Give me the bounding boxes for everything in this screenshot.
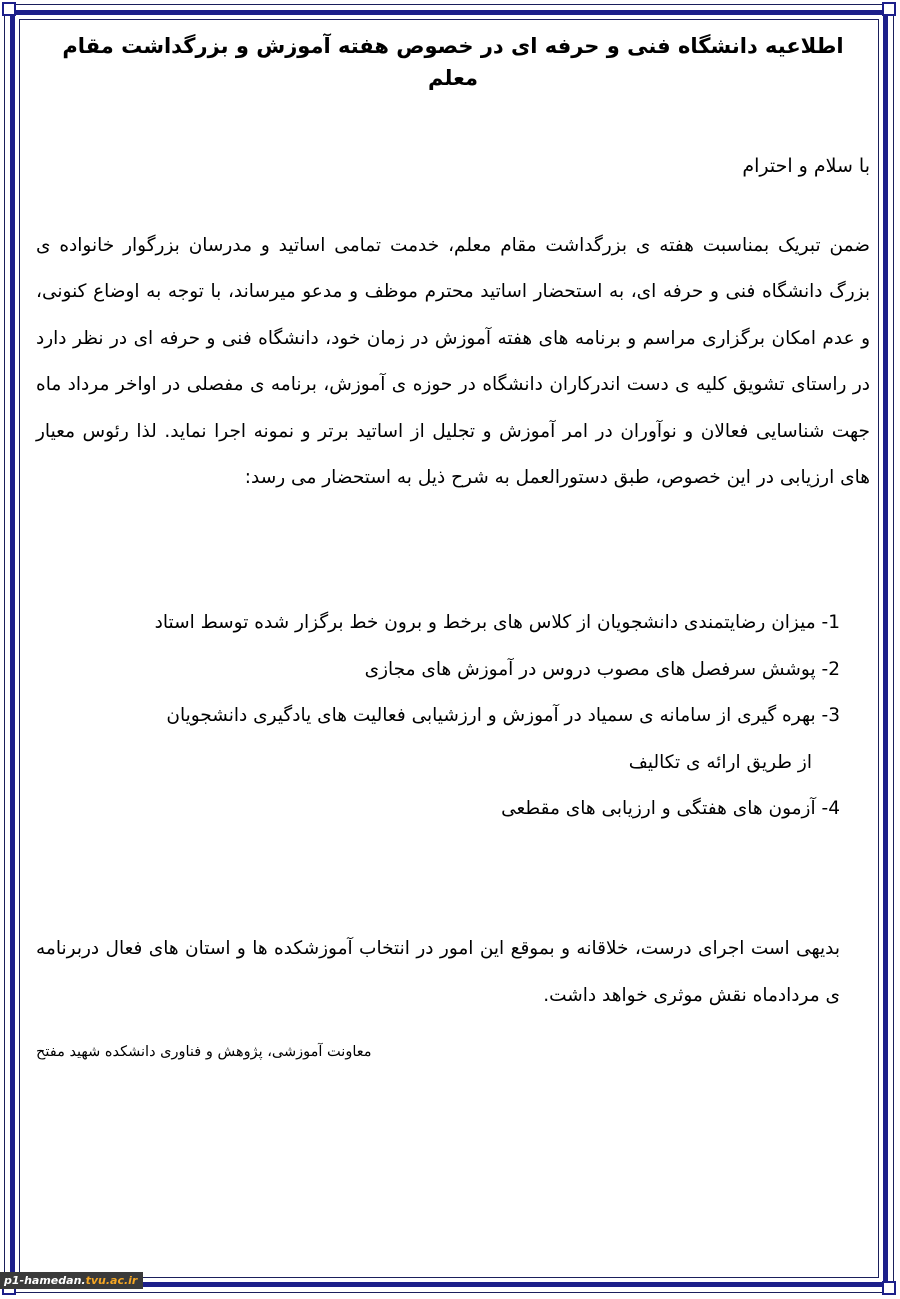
list-item-text: میزان رضایتمندی دانشجویان از کلاس های برخط و برون خط برگزار شده توسط استاد — [154, 612, 816, 633]
border-corner-ornament — [882, 2, 896, 16]
border-corner-ornament — [2, 2, 16, 16]
list-item-number: 4- — [821, 798, 840, 819]
watermark-prefix: p1-hamedan. — [4, 1274, 86, 1287]
list-item-text: آزمون های هفتگی و ارزیابی های مقطعی — [501, 798, 816, 819]
list-item-continuation: از طریق ارائه ی تکالیف — [628, 751, 812, 773]
document-title: اطلاعیه دانشگاه فنی و حرفه ای در خصوص هفته آموزش و بزرگداشت مقام معلم — [62, 34, 844, 90]
border-corner-ornament — [882, 1281, 896, 1295]
list-item — [36, 786, 840, 833]
list-item — [36, 600, 840, 647]
intro-paragraph: ضمن تبریک بمناسبت هفته ی بزرگداشت مقام معلم، خدمت تمامی اساتید و مدرسان بزرگوار خانواده ی بزرگ دانشگاه فنی و حرفه ای، به استحضار اساتید محترم موظف و مدعو میرساند، با توجه به اوضاع کنونی، و عدم امکان برگزاری مراسم و برنامه های هفته آموزش در زمان خود، دانشگاه فنی و حرفه ای در نظر دارد در راستای تشویق کلیه ی دست اندرکاران دانشگاه در حوزه ی آموزش، برنامه ی مفصلی در اواخر مرداد ماه جهت شناسایی فعالان و نوآوران در امر آموزش و تجلیل از اساتید برتر و نمونه اجرا نماید. لذا رئوس معیار های ارزیابی در این خصوص، طبق دستورالعمل به شرح ذیل به استحضار می رسد: — [36, 234, 870, 488]
watermark-domain: tvu.ac.ir — [85, 1274, 138, 1287]
document-body — [36, 26, 870, 1060]
list-item-text: پوشش سرفصل های مصوب دروس در آموزش های مجازی — [364, 658, 816, 680]
list-item-text: بهره گیری از سامانه ی سمیاد در آموزش و ارزشیابی فعالیت های یادگیری دانشجویان — [166, 705, 816, 726]
list-item — [36, 693, 840, 786]
list-item — [36, 647, 840, 694]
site-watermark — [0, 1272, 143, 1289]
list-item-number: 2- — [821, 658, 840, 680]
signature: معاونت آموزشی، پژوهش و فناوری دانشکده شهید مفتح — [36, 1044, 372, 1060]
closing-paragraph: بدیهی است اجرای درست، خلاقانه و بموقع این امور در انتخاب آموزشکده ها و استان های فعال دربرنامه ی مردادماه نقش موثری خواهد داشت. — [36, 937, 840, 1006]
list-item-number: 1- — [821, 612, 840, 633]
criteria-list — [36, 600, 840, 833]
greeting: با سلام و احترام — [742, 155, 870, 177]
list-item-number: 3- — [821, 705, 840, 726]
